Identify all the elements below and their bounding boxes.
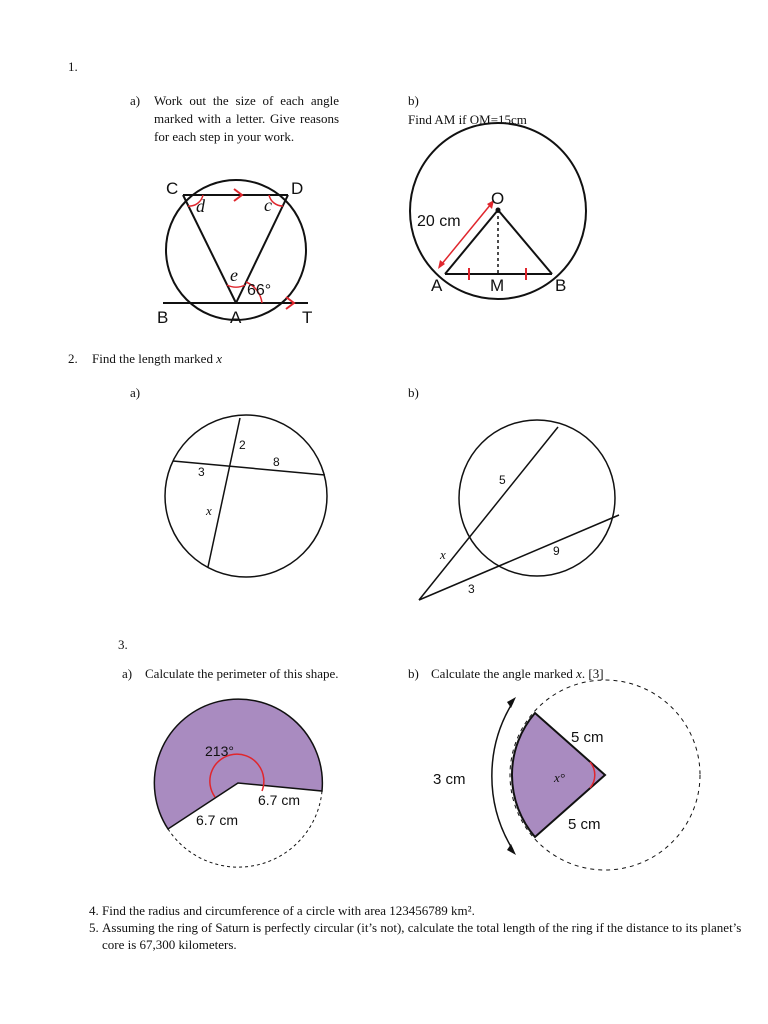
q1a-label-66: 66° [247,282,272,299]
q2a-label-3: 3 [198,465,205,479]
q2a-circle [165,415,327,577]
q1a-label-D: D [291,179,304,198]
q2b-figure [415,418,625,603]
q1a-label: a) [130,93,141,108]
q1b-label-B: B [555,276,567,295]
q2a-label: a) [130,385,141,400]
q1b-label-O: O [491,189,505,208]
q2b-secant-lower [419,515,619,600]
q2b-circle [459,420,615,576]
q3b-marks: . [3] [581,666,604,681]
q3b-figure [425,680,710,870]
q2a-chord-horizontal [173,461,325,475]
question-3-number: 3. [118,637,128,652]
q1b-radius-ob [498,210,552,274]
q1a-text: Work out the size of each angle marked with a letter. Give reasons for each step in your work. [154,93,339,144]
q3a-label-r2: 6.7 cm [258,792,301,808]
q1a-label-e: e [230,265,238,285]
q2-text-main: Find the length marked [92,351,217,366]
q3b-arrowhead-top [507,697,516,708]
q1a-figure [150,170,330,330]
q1a-arc-e [227,285,245,287]
question-1-number: 1. [68,59,78,74]
q3a-label-r1: 6.7 cm [196,812,239,828]
q1a-label-T: T [302,308,313,327]
q1b-label-A: A [431,276,443,295]
q1a-label-c: c [264,195,272,215]
q3b-label-arc: 3 cm [433,771,466,788]
q1b-text: Find AM if OM=15cm [408,112,527,127]
q2a-label-2: 2 [239,438,246,452]
q3a-label-213: 213° [205,743,234,759]
questions-list [78,902,742,953]
question-5: 5. Assuming the ring of Saturn is perfectly circular (it’s not), calculate the total length of the ring if the distance to its planet’s core is 67,300 kilometers. [102,919,742,953]
q2b-label-x: x [440,547,446,562]
q3a-label: a) [122,666,133,681]
q1a-label-d: d [196,196,205,216]
q1b-label-M: M [490,276,505,295]
q3b-label-r2: 5 cm [568,816,601,833]
q2-text [92,350,222,368]
q2b-label-5: 5 [499,473,506,487]
q2b-label-3: 3 [468,582,475,596]
q1b-figure [405,128,605,298]
q1a-chord-ca [183,195,236,303]
q2-text-var: x [216,351,222,366]
q3a-sector [154,699,322,829]
q3b-arrowhead-bottom [507,844,516,855]
q3b-text-var: x [576,666,582,681]
q3b-label: b) [408,666,419,681]
q1b-centre-point [496,208,501,213]
q3a-figure [150,700,330,870]
q3a-text: Calculate the perimeter of this shape. [145,666,339,681]
q2a-label-x: x [206,503,212,518]
q2b-label-9: 9 [553,544,560,558]
question-2-number: 2. [68,351,78,366]
q2a-label-8: 8 [273,455,280,469]
q1a-label-C: C [166,179,179,198]
q3b-text-main: Calculate the angle marked [431,666,577,681]
q1a-label-B: B [157,308,169,327]
q1b-label-20cm: 20 cm [417,213,461,230]
q3b-label-x: x° [554,770,565,785]
q2b-secant-upper [419,427,558,600]
q1a-label-A: A [230,308,242,327]
q2b-label: b) [408,385,419,400]
q3b-label-r1: 5 cm [571,729,604,746]
q2a-figure [160,418,335,583]
q2a-chord-vertical [208,418,240,567]
question-4: 4. Find the radius and circumference of a circle with area 123456789 km². [102,902,742,919]
q1b-label: b) [408,93,419,108]
